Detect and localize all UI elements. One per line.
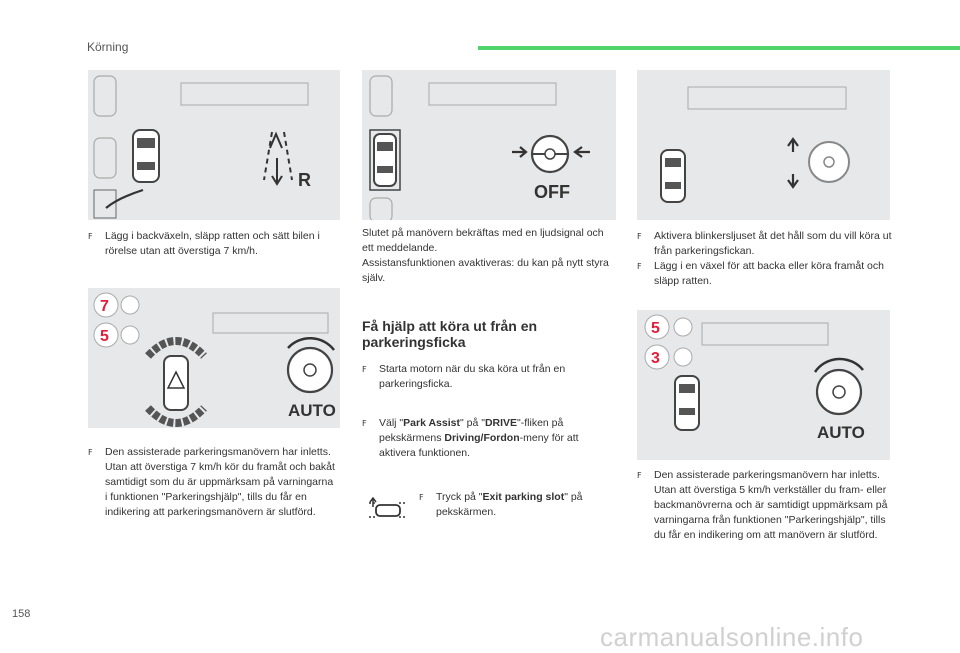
col3-bullet-2: F Lägg i en växel för att backa eller köra framåt och släpp ratten. [637, 260, 884, 287]
bullet-mark: F [88, 232, 93, 241]
page-number: 158 [12, 608, 31, 620]
bullet-mark: F [637, 232, 642, 241]
number-7: 7 [100, 298, 109, 315]
col2-intro: Slutet på manövern bekräftas med en ljudsignal och ett meddelande. Assistansfunktionen avaktiveras: du kan på nytt styra själv. [362, 227, 609, 284]
gear-r-label: R [298, 170, 311, 190]
bullet-mark: F [362, 419, 367, 428]
illustration-maneuver-end [362, 70, 616, 220]
auto-label: AUTO [288, 401, 336, 420]
col3-bullet-3: F Den assisterade parkeringsmanövern har inletts. Utan att överstiga 5 km/h verkställer du fram- eller backmanövrerna och är samtidigt uppmärksam på varningarna från funktionen "Parkeringshjälp", tills du får en indikering om att manövern är slutförd. [637, 469, 888, 541]
col3-bullet-1: F Aktivera blinkersljuset åt det håll som du vill köra ut från parkeringsfickan. [637, 230, 892, 257]
turn-signal-diagram [637, 70, 890, 220]
reverse-diagram [88, 70, 340, 220]
col2-bullet-3: F Tryck på "Exit parking slot" på pekskärmen. [419, 491, 583, 518]
bullet-mark: F [419, 493, 424, 502]
number-5b: 5 [651, 320, 660, 337]
auto-label-2: AUTO [817, 423, 865, 442]
exit-auto-diagram [637, 310, 890, 460]
col1-bullet-1: F Lägg i backväxeln, släpp ratten och sätt bilen i rörelse utan att överstiga 7 km/h. [88, 230, 320, 257]
number-5: 5 [100, 328, 109, 345]
off-label: OFF [534, 182, 570, 202]
number-3: 3 [651, 350, 660, 367]
parking-sensors-diagram [88, 288, 340, 428]
bullet-mark: F [637, 471, 642, 480]
illustration-turn-signal [637, 70, 890, 220]
header-accent-bar [478, 46, 960, 50]
illustration-assisted-parking [88, 288, 340, 428]
col2-bullet-1: F Starta motorn när du ska köra ut från en parkeringsficka. [362, 363, 566, 390]
section-heading: Få hjälp att köra ut från en parkeringsficka [362, 318, 538, 350]
bullet-mark: F [362, 365, 367, 374]
bullet-mark: F [88, 448, 93, 457]
illustration-reverse-into-slot [88, 70, 340, 220]
illustration-exit-assisted [637, 310, 890, 460]
bullet-mark: F [637, 262, 642, 271]
section-title: Körning [87, 40, 129, 54]
col2-bullet-2: F Välj "Park Assist" på "DRIVE"-fliken på pekskärmens Driving/Fordon-meny för att aktivera funktionen. [362, 417, 579, 459]
off-diagram [362, 70, 616, 220]
exit-slot-icon [367, 497, 407, 523]
watermark: carmanualsonline.info [600, 622, 864, 652]
col1-bullet-2: F Den assisterade parkeringsmanövern har inletts. Utan att överstiga 7 km/h kör du framåt och bakåt samtidigt som du är uppmärksam på varningarna i funktionen "Parkeringshjälp", tills du får en indikering att parkeringsmanövern är slutförd. [88, 446, 335, 518]
